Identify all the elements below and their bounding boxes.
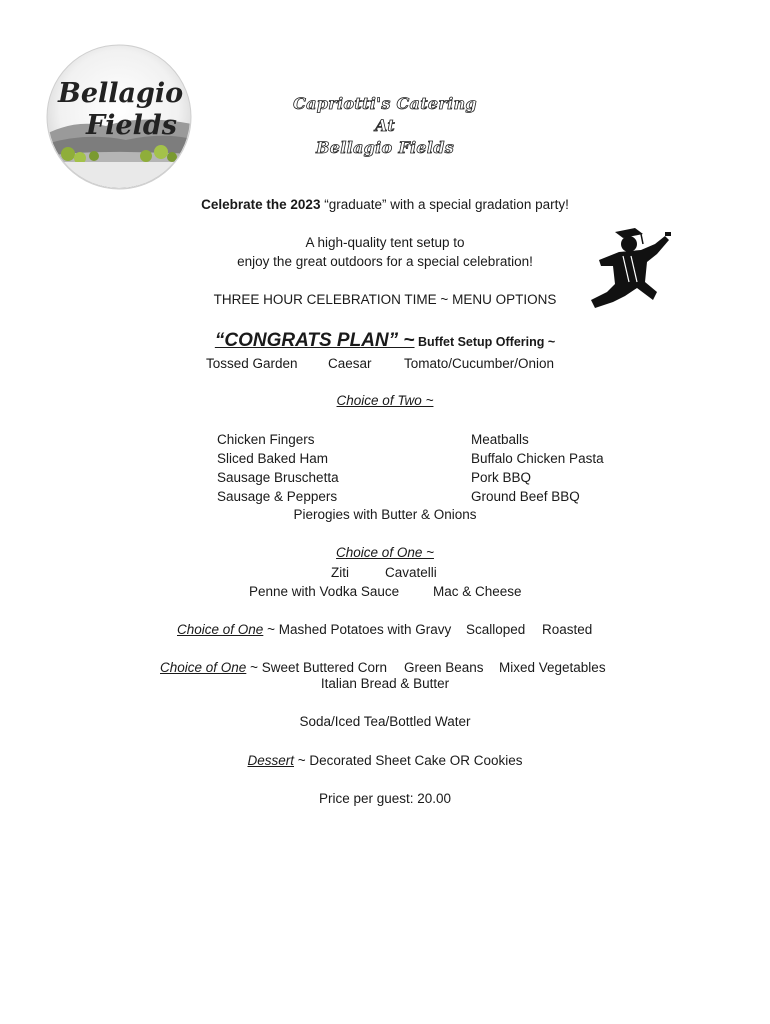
plan-title: “CONGRATS PLAN” ~ [214, 330, 415, 351]
veg-corn: ~ Sweet Buttered Corn [246, 660, 388, 675]
potato-mashed: ~ Mashed Potatoes with Gravy [263, 622, 452, 637]
pasta-mac-cheese: Mac & Cheese [433, 584, 522, 599]
potato-line [177, 620, 451, 639]
choice-two-heading [0, 393, 770, 408]
potato-roasted: Roasted [542, 622, 593, 637]
tent-line-2: enjoy the great outdoors for a special celebration! [237, 254, 533, 269]
plan-subtitle: Buffet Setup Offering ~ [414, 335, 556, 349]
list-item: Sausage & Peppers [217, 489, 338, 504]
salad-caesar: Caesar [328, 356, 372, 371]
pasta-cavatelli: Cavatelli [385, 565, 437, 580]
list-item: Ground Beef BBQ [471, 489, 580, 504]
list-item: Sausage Bruschetta [217, 470, 339, 485]
veg-line [160, 658, 387, 677]
drinks-line: Soda/Iced Tea/Bottled Water [299, 714, 471, 729]
pasta-ziti: Ziti [331, 565, 349, 580]
choice-one-pasta-heading-text: Choice of One ~ [336, 545, 434, 560]
dessert-heading: Dessert [247, 753, 294, 768]
veg-heading: Choice of One [160, 660, 247, 675]
list-item: Meatballs [471, 432, 529, 447]
choice-two-left-list [217, 430, 339, 506]
logo-text-fields: Fields [86, 110, 177, 141]
list-item: Pork BBQ [471, 470, 532, 485]
bread-line: Italian Bread & Butter [320, 676, 450, 691]
header-line-2: At [374, 116, 396, 135]
choice-two-heading-text: Choice of Two ~ [336, 393, 434, 408]
potato-scalloped: Scalloped [466, 622, 526, 637]
intro-rest: “graduate” with a special gradation party! [320, 197, 569, 212]
menu-options-line: THREE HOUR CELEBRATION TIME ~ MENU OPTIONS [213, 292, 557, 307]
salad-tossed-garden: Tossed Garden [206, 356, 298, 371]
dessert-text: ~ Decorated Sheet Cake OR Cookies [294, 753, 523, 768]
potato-heading: Choice of One [177, 622, 264, 637]
header-line-1: Capriotti's Catering [293, 94, 477, 113]
veg-mixed: Mixed Vegetables [499, 660, 606, 675]
dessert-line [0, 753, 770, 768]
pasta-penne-vodka: Penne with Vodka Sauce [249, 584, 400, 599]
choice-one-pasta-heading [0, 545, 770, 560]
intro-line [0, 197, 770, 212]
pierogies-line: Pierogies with Butter & Onions [293, 507, 477, 522]
list-item: Chicken Fingers [217, 432, 315, 447]
logo-text-bellagio: Bellagio [58, 78, 184, 109]
plan-heading [0, 330, 770, 352]
intro-bold: Celebrate the 2023 [201, 197, 321, 212]
list-item: Buffalo Chicken Pasta [471, 451, 604, 466]
price-line: Price per guest: 20.00 [318, 791, 452, 806]
salad-tomato-cucumber: Tomato/Cucumber/Onion [404, 356, 555, 371]
choice-two-right-list [471, 430, 604, 506]
header-line-3: Bellagio Fields [315, 138, 455, 157]
graduate-silhouette-image [585, 226, 677, 318]
veg-green-beans: Green Beans [404, 660, 484, 675]
list-item: Sliced Baked Ham [217, 451, 329, 466]
tent-line-1: A high-quality tent setup to [305, 235, 465, 250]
